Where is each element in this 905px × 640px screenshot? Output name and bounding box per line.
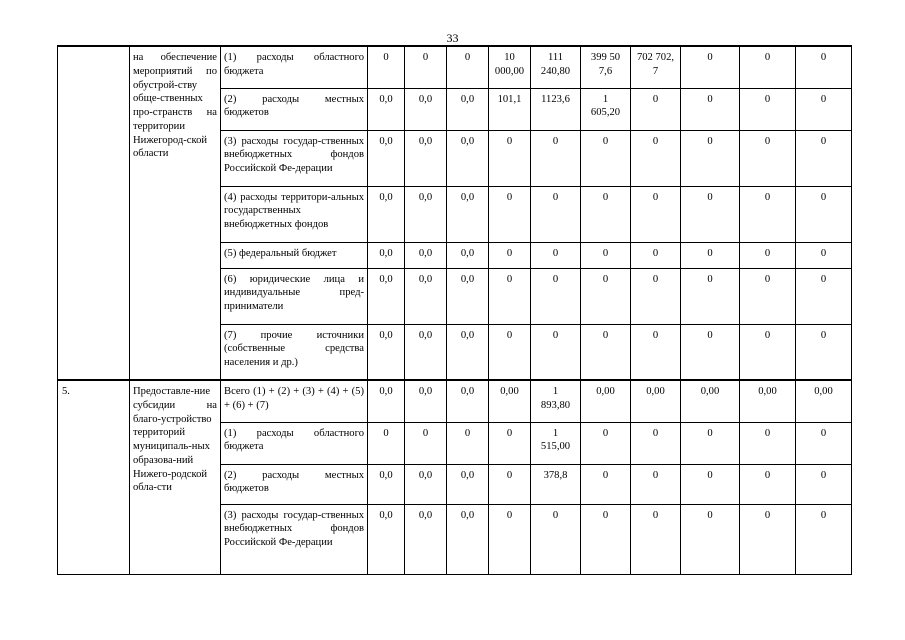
amount-cell: 0,0	[447, 88, 489, 130]
amount-cell: 0,0	[368, 380, 405, 422]
amount-cell: 0	[531, 186, 581, 242]
amount-cell: 0	[581, 268, 631, 324]
amount-cell: 0,0	[447, 130, 489, 186]
amount-cell: 1123,6	[531, 88, 581, 130]
funding-source-cell: (5) федеральный бюджет	[221, 242, 368, 268]
amount-cell: 399 50 7,6	[581, 46, 631, 88]
amount-cell: 0	[681, 46, 740, 88]
amount-cell: 0	[581, 130, 631, 186]
amount-cell: 0,00	[681, 380, 740, 422]
budget-table	[57, 45, 852, 575]
amount-cell: 0	[740, 46, 796, 88]
amount-cell: 0	[631, 186, 681, 242]
amount-cell: 0	[581, 464, 631, 504]
activity-name-cell: на обеспечение мероприятий по обустрой-ству обще-ственных про-странств на территории Нижегород-ской области	[130, 46, 221, 380]
amount-cell: 0	[740, 130, 796, 186]
amount-cell: 0,0	[405, 186, 447, 242]
amount-cell: 0	[681, 504, 740, 574]
amount-cell: 0	[681, 130, 740, 186]
amount-cell: 0,00	[740, 380, 796, 422]
funding-source-cell: Всего (1) + (2) + (3) + (4) + (5) + (6) + (7)	[221, 380, 368, 422]
amount-cell: 0,0	[447, 380, 489, 422]
amount-cell: 0	[796, 464, 852, 504]
amount-cell: 0	[581, 186, 631, 242]
amount-cell: 0,0	[368, 88, 405, 130]
amount-cell: 0	[405, 422, 447, 464]
amount-cell: 0,0	[405, 88, 447, 130]
amount-cell: 0	[489, 268, 531, 324]
amount-cell: 0	[740, 464, 796, 504]
amount-cell: 0	[531, 268, 581, 324]
amount-cell: 0	[796, 324, 852, 380]
amount-cell: 0	[489, 504, 531, 574]
amount-cell: 0	[681, 464, 740, 504]
amount-cell: 0	[796, 88, 852, 130]
amount-cell: 0,0	[368, 464, 405, 504]
amount-cell: 0,0	[447, 268, 489, 324]
amount-cell: 0	[796, 186, 852, 242]
amount-cell: 0	[405, 46, 447, 88]
amount-cell: 0,0	[447, 186, 489, 242]
amount-cell: 0	[681, 242, 740, 268]
funding-source-cell: (3) расходы государ-ственных внебюджетных фондов Российской Фе-дерации	[221, 130, 368, 186]
amount-cell: 0,0	[368, 242, 405, 268]
amount-cell: 0	[447, 46, 489, 88]
amount-cell: 0	[489, 324, 531, 380]
amount-cell: 0	[489, 242, 531, 268]
amount-cell: 0	[796, 242, 852, 268]
amount-cell: 0	[447, 422, 489, 464]
amount-cell: 0	[489, 422, 531, 464]
amount-cell: 0,0	[368, 504, 405, 574]
amount-cell: 0	[631, 504, 681, 574]
amount-cell: 0,0	[447, 464, 489, 504]
amount-cell: 0	[489, 464, 531, 504]
amount-cell: 0	[631, 268, 681, 324]
amount-cell: 0	[740, 88, 796, 130]
funding-source-cell: (4) расходы территори-альных государственных внебюджетных фондов	[221, 186, 368, 242]
amount-cell: 0	[740, 242, 796, 268]
amount-cell: 0,0	[405, 380, 447, 422]
row-index-cell: 5.	[58, 380, 130, 574]
amount-cell: 0,0	[405, 242, 447, 268]
amount-cell: 0,00	[631, 380, 681, 422]
funding-source-cell: (2) расходы местных бюджетов	[221, 88, 368, 130]
amount-cell: 0	[581, 242, 631, 268]
amount-cell: 0,0	[405, 504, 447, 574]
amount-cell: 0,00	[796, 380, 852, 422]
amount-cell: 0,0	[405, 464, 447, 504]
amount-cell: 0,00	[581, 380, 631, 422]
amount-cell: 10 000,00	[489, 46, 531, 88]
funding-source-cell: (1) расходы областного бюджета	[221, 422, 368, 464]
amount-cell: 0	[631, 464, 681, 504]
amount-cell: 0	[740, 268, 796, 324]
amount-cell: 0	[740, 186, 796, 242]
amount-cell: 0,0	[368, 130, 405, 186]
amount-cell: 0,0	[447, 504, 489, 574]
amount-cell: 0,0	[447, 324, 489, 380]
amount-cell: 1 605,20	[581, 88, 631, 130]
amount-cell: 0	[581, 324, 631, 380]
amount-cell: 0	[581, 504, 631, 574]
amount-cell: 378,8	[531, 464, 581, 504]
amount-cell: 0	[631, 422, 681, 464]
amount-cell: 0,0	[368, 186, 405, 242]
funding-source-cell: (6) юридические лица и индивидуальные пред-приниматели	[221, 268, 368, 324]
amount-cell: 0	[796, 504, 852, 574]
amount-cell: 0	[681, 324, 740, 380]
amount-cell: 1 515,00	[531, 422, 581, 464]
funding-source-cell: (2) расходы местных бюджетов	[221, 464, 368, 504]
amount-cell: 702 702, 7	[631, 46, 681, 88]
amount-cell: 0	[368, 422, 405, 464]
amount-cell: 0	[581, 422, 631, 464]
amount-cell: 1 893,80	[531, 380, 581, 422]
amount-cell: 0	[796, 46, 852, 88]
amount-cell: 0	[531, 504, 581, 574]
activity-name-cell: Предоставле-ние субсидии на благо-устройство территорий муниципаль-ных образова-ний Нижего-родской обла-сти	[130, 380, 221, 574]
amount-cell: 0	[631, 88, 681, 130]
amount-cell: 0	[681, 422, 740, 464]
amount-cell: 0,0	[368, 324, 405, 380]
amount-cell: 101,1	[489, 88, 531, 130]
amount-cell: 0	[796, 422, 852, 464]
funding-source-cell: (1) расходы областного бюджета	[221, 46, 368, 88]
amount-cell: 0	[489, 130, 531, 186]
amount-cell: 0	[681, 88, 740, 130]
amount-cell: 0,00	[489, 380, 531, 422]
amount-cell: 0	[531, 324, 581, 380]
amount-cell: 0	[740, 504, 796, 574]
funding-source-cell: (7) прочие источники (собственные средства населения и др.)	[221, 324, 368, 380]
amount-cell: 0	[681, 268, 740, 324]
amount-cell: 0,0	[447, 242, 489, 268]
amount-cell: 0,0	[368, 268, 405, 324]
table-row	[58, 46, 852, 88]
funding-source-cell: (3) расходы государ-ственных внебюджетных фондов Российской Фе-дерации	[221, 504, 368, 574]
amount-cell: 0,0	[405, 130, 447, 186]
amount-cell: 0	[631, 130, 681, 186]
amount-cell: 0,0	[405, 268, 447, 324]
page-number: 33	[446, 31, 459, 45]
amount-cell: 0	[740, 422, 796, 464]
amount-cell: 0	[631, 242, 681, 268]
row-index-cell	[58, 46, 130, 380]
amount-cell: 0	[531, 242, 581, 268]
table-row	[58, 380, 852, 422]
amount-cell: 0	[681, 186, 740, 242]
amount-cell: 0,0	[405, 324, 447, 380]
amount-cell: 0	[489, 186, 531, 242]
amount-cell: 111 240,80	[531, 46, 581, 88]
amount-cell: 0	[631, 324, 681, 380]
amount-cell: 0	[796, 268, 852, 324]
amount-cell: 0	[740, 324, 796, 380]
amount-cell: 0	[368, 46, 405, 88]
amount-cell: 0	[531, 130, 581, 186]
amount-cell: 0	[796, 130, 852, 186]
